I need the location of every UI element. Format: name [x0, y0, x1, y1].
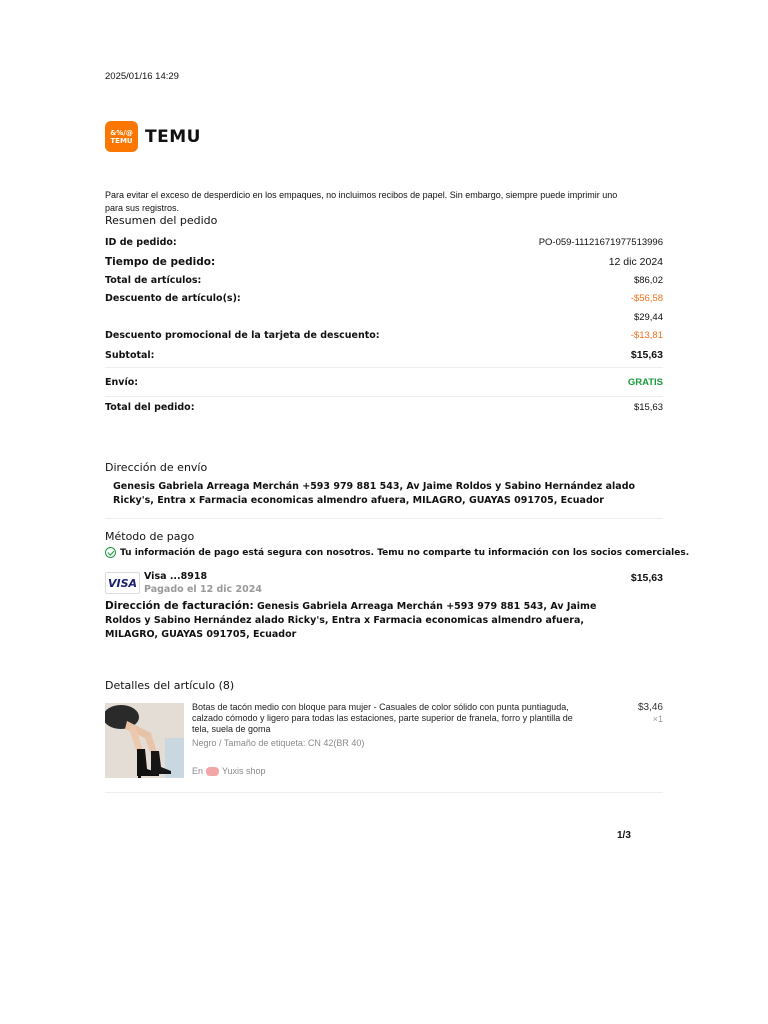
check-shield-icon	[105, 547, 116, 558]
order-id-value: PO-059-11121671977513996	[538, 237, 663, 248]
logo-icon-symbols: &%/@	[110, 128, 133, 137]
secure-text: Tu información de pago está segura con nosotros. Temu no comparte tu información con los socios comerciales.	[120, 547, 690, 558]
row-label: Descuento promocional de la tarjeta de descuento:	[105, 330, 380, 341]
secure-payment-note	[105, 547, 689, 558]
row-label: Total del pedido:	[105, 402, 195, 413]
product-quantity: ×1	[652, 714, 663, 724]
row-label: Envío:	[105, 377, 139, 388]
shop-avatar-icon	[206, 767, 219, 776]
subtotal-value: $15,63	[630, 349, 663, 361]
boots-illustration	[105, 703, 184, 778]
row-label: Tiempo de pedido:	[105, 256, 216, 268]
product-variant: Negro / Tamaño de etiqueta: CN 42(BR 40)	[192, 738, 365, 748]
row-label: Total de artículos:	[105, 275, 202, 286]
billing-address-text: Genesis Gabriela Arreaga Merchán +593 979 881 543, Av Jaime Roldos y Sabino Hernández alado Ricky's, Entra x Farmacia economicas almendro afuera, MILAGRO, GUAYAS 091705, Ecuador	[105, 601, 597, 640]
print-timestamp: 2025/01/16 14:29	[105, 71, 179, 82]
order-total-value: $15,63	[633, 402, 663, 413]
logo-icon	[105, 121, 138, 152]
billing-address	[105, 599, 615, 642]
discounted-total-row	[105, 312, 663, 323]
promo-discount-value: -$13,81	[630, 330, 663, 341]
logo-icon-text: TEMU	[110, 136, 133, 145]
order-time-value: 12 dic 2024	[608, 256, 663, 268]
shipping-title: Dirección de envío	[105, 461, 208, 474]
divider	[105, 396, 663, 397]
card-number: Visa ...8918	[144, 571, 208, 582]
paid-date: Pagado el 12 dic 2024	[144, 584, 262, 595]
product-shop	[192, 766, 266, 776]
subtotal-row	[105, 349, 663, 361]
shop-prefix: En	[192, 766, 204, 776]
product-image	[105, 703, 184, 778]
visa-icon: VISA	[105, 572, 140, 594]
shipping-address: Genesis Gabriela Arreaga Merchán +593 979 881 543, Av Jaime Roldos y Sabino Hernández alado Ricky's, Entra x Farmacia economicas almendro afuera, MILAGRO, GUAYAS 091705, Ecuador	[113, 481, 636, 506]
payment-amount: $15,63	[630, 572, 663, 584]
items-title: Detalles del artículo (8)	[105, 679, 235, 692]
logo-text: TEMU	[145, 126, 201, 147]
paper-notice: Para evitar el exceso de desperdicio en los empaques, no incluimos recibos de papel. Sin embargo, siempre puede imprimir uno para sus registros.	[105, 190, 618, 213]
summary-title: Resumen del pedido	[105, 214, 218, 227]
order-total-row	[105, 402, 663, 413]
row-label: Subtotal:	[105, 349, 155, 361]
divider	[105, 367, 663, 368]
row-label: Descuento de artículo(s):	[105, 293, 241, 304]
order-time-row	[105, 256, 663, 268]
divider	[105, 518, 663, 519]
product-title[interactable]: Botas de tacón medio con bloque para mujer - Casuales de color sólido con punta puntiaguda, calzado cómodo y ligero para todas las estaciones, parte superior de franela, forro y plantilla de tela, suela de goma	[192, 702, 573, 734]
item-discount-row	[105, 293, 663, 304]
page-number: 1/3	[617, 830, 631, 841]
items-total-value: $86,02	[633, 275, 663, 286]
promo-discount-row	[105, 330, 663, 341]
product-price: $3,46	[637, 702, 663, 713]
order-id-row	[105, 237, 663, 248]
billing-label: Dirección de facturación:	[105, 600, 254, 612]
payment-title: Método de pago	[105, 530, 195, 543]
shipping-cost-row	[105, 377, 663, 388]
shop-name[interactable]: Yuxis shop	[222, 766, 266, 776]
item-discount-value: -$56,58	[630, 293, 663, 304]
items-total-row	[105, 275, 663, 286]
row-label: ID de pedido:	[105, 237, 177, 248]
discounted-total-value: $29,44	[633, 312, 663, 323]
shipping-cost-value: GRATIS	[627, 377, 663, 388]
divider	[105, 792, 663, 793]
temu-logo	[105, 121, 201, 152]
